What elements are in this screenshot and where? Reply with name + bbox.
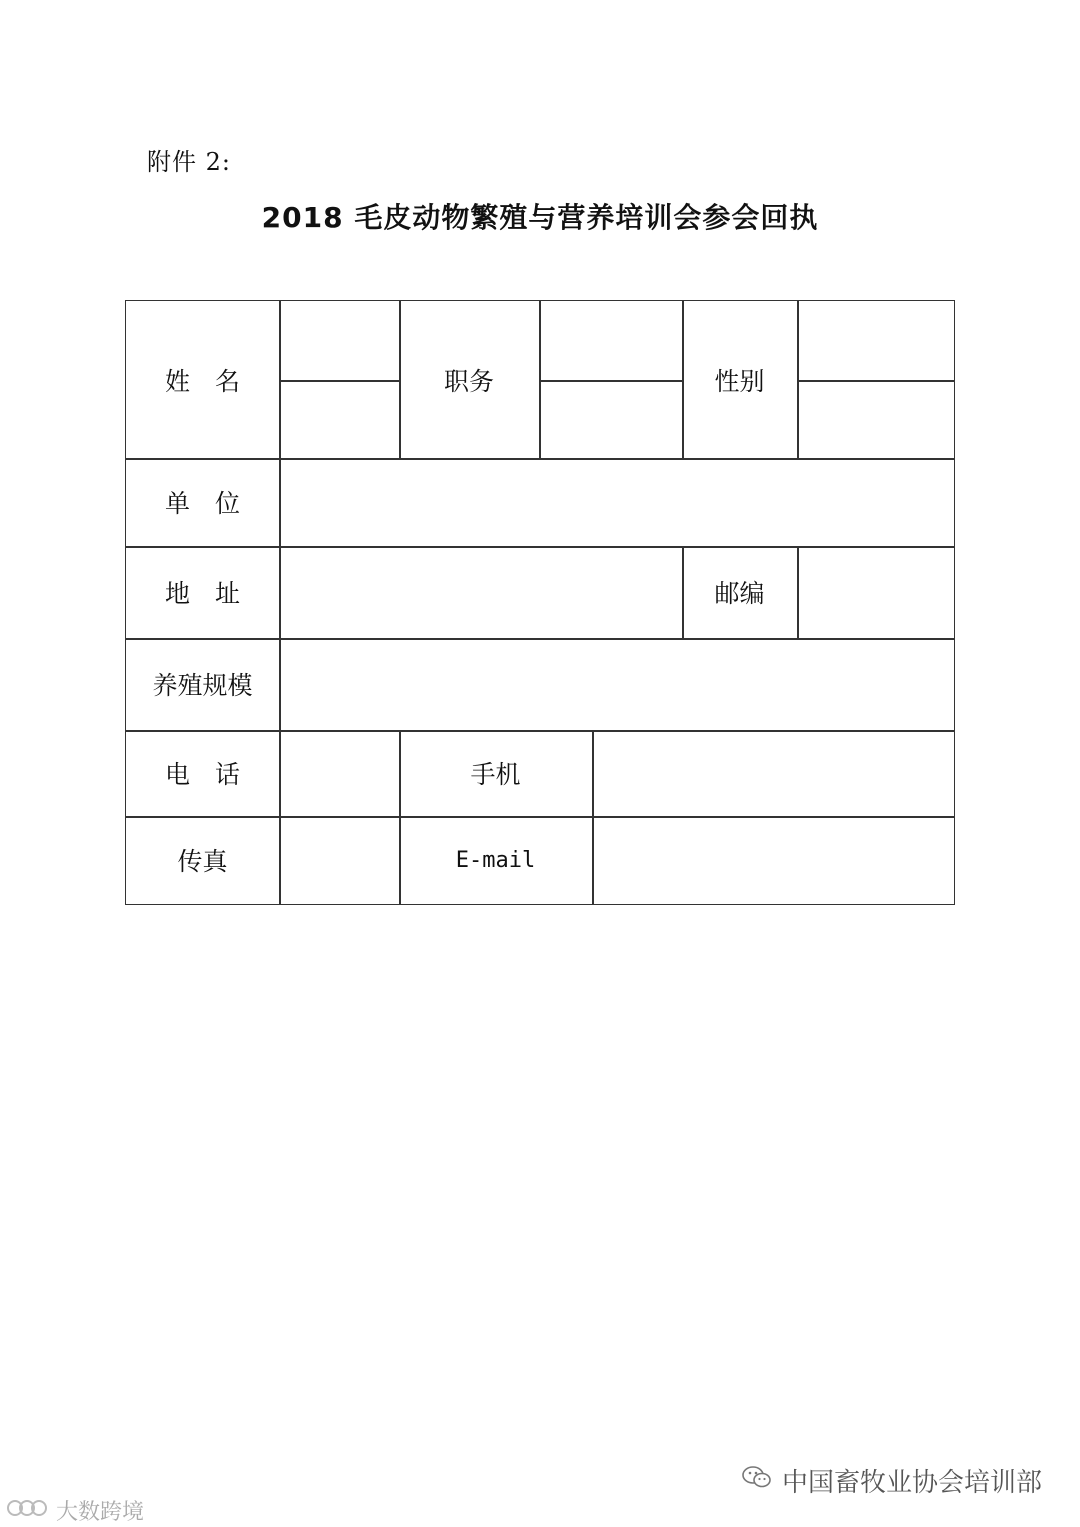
gender-field-upper[interactable]	[799, 301, 953, 379]
attachment-label: 附件 2:	[147, 148, 231, 176]
source-text: 中国畜牧业协会培训部	[781, 1468, 1042, 1498]
email-field[interactable]	[594, 818, 953, 904]
gender-label: 性别	[714, 366, 765, 396]
postcode-label: 邮编	[714, 579, 765, 608]
registration-form	[125, 300, 955, 905]
breeding-scale-label: 养殖规模	[152, 671, 253, 700]
address-label: 地 址	[164, 579, 240, 608]
name-field-lower[interactable]	[281, 382, 398, 458]
mobile-label: 手机	[470, 760, 521, 789]
watermark	[6, 1495, 144, 1526]
position-field-upper[interactable]	[541, 301, 681, 379]
email-label: E-mail	[455, 847, 536, 873]
mobile-field[interactable]	[594, 732, 953, 816]
breeding-scale-field[interactable]	[281, 640, 953, 730]
name-field-upper[interactable]	[281, 301, 398, 379]
address-field[interactable]	[281, 548, 681, 638]
gender-field-lower[interactable]	[799, 382, 953, 458]
unit-field[interactable]	[281, 460, 953, 546]
position-field-lower[interactable]	[541, 382, 681, 458]
phone-field[interactable]	[281, 732, 398, 816]
wechat-icon	[742, 1465, 772, 1496]
unit-label: 单 位	[164, 489, 240, 518]
fax-label: 传真	[177, 847, 228, 876]
page-title: 2018 毛皮动物繁殖与营养培训会参会回执	[261, 201, 819, 234]
source-credit	[742, 1462, 1042, 1499]
watermark-text: 大数跨境	[56, 1500, 145, 1525]
brand-logo-icon	[6, 1497, 50, 1525]
fax-field[interactable]	[281, 818, 398, 904]
postcode-field[interactable]	[799, 548, 953, 638]
name-label: 姓 名	[164, 366, 240, 396]
position-label: 职务	[443, 366, 494, 396]
phone-label: 电 话	[164, 760, 240, 789]
